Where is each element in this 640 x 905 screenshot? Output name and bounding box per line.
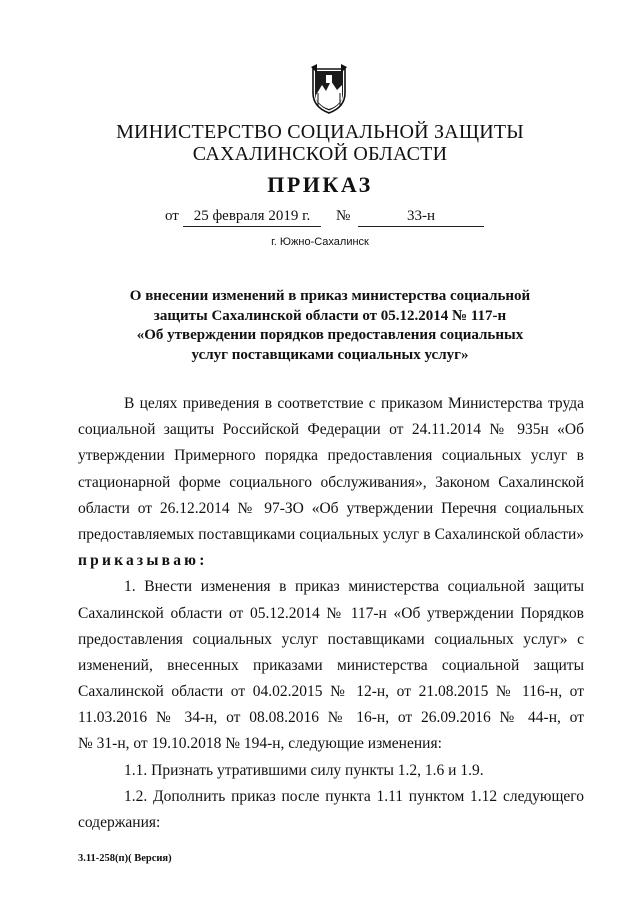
item1-2-line: содержания: [78, 814, 161, 831]
preamble-line: В целях приведения в соответствие с приказом Министерства труда [124, 395, 584, 412]
item1-line: Сахалинской области от 05.12.2014 № 117-н «Об утверждении Порядков [78, 604, 584, 622]
item1-line: Сахалинской области от 04.02.2015 № 12-н, от 21.08.2015 № 116-н, от [78, 683, 584, 701]
order-number: 33-н [358, 208, 484, 227]
from-label: от [165, 208, 179, 224]
date-number-row [0, 206, 640, 230]
number-label: № [336, 208, 351, 224]
order-body [78, 391, 584, 836]
item1-line: 11.03.2016 № 34-н, от 08.08.2016 № 16-н, от 26.09.2016 № 44-н, от [78, 709, 584, 727]
orders-word-text: приказываю: [78, 552, 208, 570]
item1-line: изменений, внесенных приказами министерства социальной защиты [78, 656, 584, 674]
ministry-name-line1: МИНИСТЕРСТВО СОЦИАЛЬНОЙ ЗАЩИТЫ [116, 121, 524, 143]
document-code: 3.11-258(п)( Версия) [78, 853, 172, 864]
document-type: ПРИКАЗ [267, 172, 373, 197]
preamble-line: стационарной форме социального обслуживания», Законом Сахалинской [78, 473, 584, 491]
preamble-line: предоставляемых поставщиками социальных услуг в Сахалинской области» [78, 525, 584, 543]
item1-line: предоставления социальных услуг поставщиками социальных услуг» с [78, 630, 584, 648]
item1-line: № 31-н, от 19.10.2018 № 194-н, следующие изменения: [78, 735, 442, 753]
city-name: г. Южно-Сахалинск [271, 236, 369, 248]
ministry-name-line2: САХАЛИНСКОЙ ОБЛАСТИ [192, 143, 448, 165]
subject-line: защиты Сахалинской области от 05.12.2014 № 117-н [153, 307, 507, 324]
item1-1: 1.1. Признать утратившими силу пункты 1.2, 1.6 и 1.9. [124, 761, 484, 779]
preamble-line: области от 26.12.2014 № 97-ЗО «Об утверждении Перечня социальных [78, 499, 584, 517]
subject-line: О внесении изменений в приказ министерства социальной [129, 288, 531, 304]
orders-word [78, 548, 584, 574]
item1-line: 1. Внести изменения в приказ министерства социальной защиты [124, 578, 584, 596]
order-subject [110, 287, 550, 365]
order-date: 25 февраля 2019 г. [183, 208, 321, 227]
preamble-line: социальной защиты Российской Федерации от 24.11.2014 № 935н «Об [78, 421, 584, 439]
coat-of-arms-icon [309, 63, 349, 115]
preamble-line: утверждении Примерного порядка предоставления социальных услуг в [78, 447, 584, 465]
subject-line: «Об утверждении порядков предоставления социальных [136, 327, 524, 343]
subject-line: услуг поставщиками социальных услуг» [191, 346, 469, 363]
item1-2-line: 1.2. Дополнить приказ после пункта 1.11 пунктом 1.12 следующего [124, 787, 584, 805]
